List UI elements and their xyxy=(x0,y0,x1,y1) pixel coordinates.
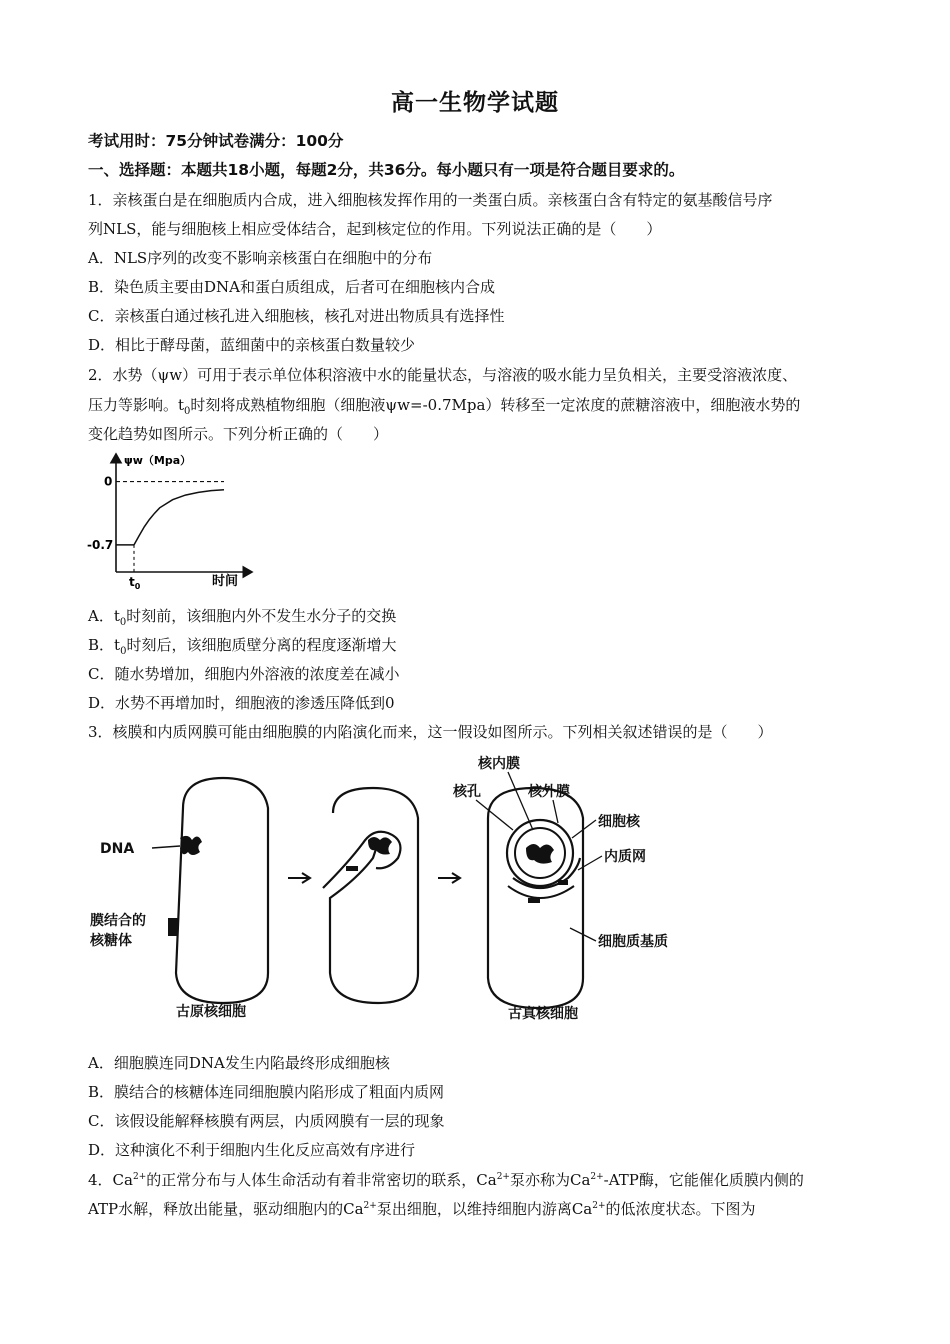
outer-membrane-pointer xyxy=(553,800,558,823)
q2-option-d: D．水势不再增加时，细胞液的渗透压降低到0 xyxy=(88,694,395,712)
q1-option-d: D．相比于酵母菌，蓝细菌中的亲核蛋白数量较少 xyxy=(88,336,416,354)
water-potential-curve xyxy=(134,490,224,545)
intermediate-dna xyxy=(368,837,392,855)
q2-stem-line1: 2．水势（ψw）可用于表示单位体积溶液中水的能量状态，与溶液的吸水能力呈负相关，主要受溶液浓度、 xyxy=(88,366,798,384)
er-ribosomes xyxy=(528,898,540,903)
membrane-evolution-diagram xyxy=(88,748,728,1038)
intermediate-ribosomes xyxy=(346,866,358,871)
er-pointer xyxy=(578,856,602,870)
q4-stem-line1: 4．$Ca^{2+}$的正常分布与人体生命活动有着非常密切的联系，$Ca^{2+}$泵亦称为$Ca^{2+}$-ATP酶，它能催化质膜内侧的 xyxy=(88,1171,804,1189)
pore-pointer xyxy=(476,800,513,830)
membrane-ribosomes xyxy=(168,918,178,936)
nucleus-dna xyxy=(526,844,554,864)
q2-option-c: C．随水势增加，细胞内外溶液的浓度差在减小 xyxy=(88,665,400,683)
q3-option-d: D．这种演化不利于细胞内生化反应高效有序进行 xyxy=(88,1141,416,1159)
q1-option-c: C．亲核蛋白通过核孔进入细胞核，核孔对进出物质具有选择性 xyxy=(88,307,505,325)
q4-stem-line2: ATP水解，释放出能量，驱动细胞内的$Ca^{2+}$泵出细胞，以维持细胞内游离$Ca^{2+}$的低浓度状态。下图为 xyxy=(88,1200,756,1218)
prokaryote-cell-membrane xyxy=(176,778,268,1003)
label-matrix: 细胞质基质 xyxy=(598,934,668,950)
x-tick-label-t0: $t_0$ xyxy=(129,575,141,590)
q3-option-a: A．细胞膜连同DNA发生内陷最终形成细胞核 xyxy=(88,1054,390,1072)
dna-blob xyxy=(180,836,202,855)
q2-stem-line3: 变化趋势如图所示。下列分析正确的（ ） xyxy=(88,425,389,443)
dna-pointer xyxy=(152,846,180,848)
q1-option-b: B．染色质主要由DNA和蛋白质组成，后者可在细胞核内合成 xyxy=(88,278,496,296)
q2-stem-line2: 压力等影响。$t_0$时刻将成熟植物细胞（细胞液ψw=-0.7Mpa）转移至一定浓度的蔗糖溶液中，细胞液水势的 xyxy=(88,396,801,417)
q2-option-a: A．$t_0$时刻前，该细胞内外不发生水分子的交换 xyxy=(88,607,397,628)
label-pore: 核孔 xyxy=(453,784,481,800)
arrow-2 xyxy=(438,873,460,883)
page-title: 高一生物学试题 xyxy=(391,90,559,116)
q3-option-b: B．膜结合的核糖体连同细胞膜内陷形成了粗面内质网 xyxy=(88,1083,445,1101)
label-prokaryote: 古原核细胞 xyxy=(176,1004,246,1020)
arrow-1 xyxy=(288,873,310,883)
label-dna: DNA xyxy=(100,841,135,857)
x-axis-label: 时间 xyxy=(212,574,239,589)
water-potential-chart xyxy=(84,448,284,590)
q3-stem: 3．核膜和内质网膜可能由细胞膜的内陷演化而来，这一假设如图所示。下列相关叙述错误的是（ ） xyxy=(88,723,773,741)
label-outer-membrane: 核外膜 xyxy=(528,784,570,800)
label-er: 内质网 xyxy=(604,849,646,865)
y-axis-label: ψw（Mpa） xyxy=(124,454,192,467)
intermediate-cell-membrane xyxy=(330,788,418,1003)
y-tick-label-0: 0 xyxy=(104,474,113,489)
inner-membrane-pointer xyxy=(508,772,533,830)
q1-stem-line2: 列NLS，能与细胞核上相应受体结合，起到核定位的作用。下列说法正确的是（ ） xyxy=(88,220,662,238)
q2-option-b: B．$t_0$时刻后，该细胞质壁分离的程度逐渐增大 xyxy=(88,636,397,657)
q3-option-c: C．该假设能解释核膜有两层，内质网膜有一层的现象 xyxy=(88,1112,445,1130)
er-ribosomes-2 xyxy=(558,880,568,885)
label-nucleus: 细胞核 xyxy=(598,814,640,830)
q1-option-a: A．NLS序列的改变不影响亲核蛋白在细胞中的分布 xyxy=(88,249,433,267)
label-inner-membrane: 核内膜 xyxy=(478,756,520,772)
label-ribosome-line2: 核糖体 xyxy=(90,933,132,949)
exam-info: 考试用时：75分钟试卷满分：100分 xyxy=(88,132,344,150)
section-heading: 一、选择题：本题共18小题，每题2分，共36分。每小题只有一项是符合题目要求的。 xyxy=(88,161,685,179)
q1-stem-line1: 1．亲核蛋白是在细胞质内合成，进入细胞核发挥作用的一类蛋白质。亲核蛋白含有特定的氨基酸信号序 xyxy=(88,191,773,209)
label-eukaryote: 古真核细胞 xyxy=(508,1006,578,1022)
y-tick-label-1: -0.7 xyxy=(87,537,114,552)
label-ribosome-line1: 膜结合的 xyxy=(90,913,146,929)
